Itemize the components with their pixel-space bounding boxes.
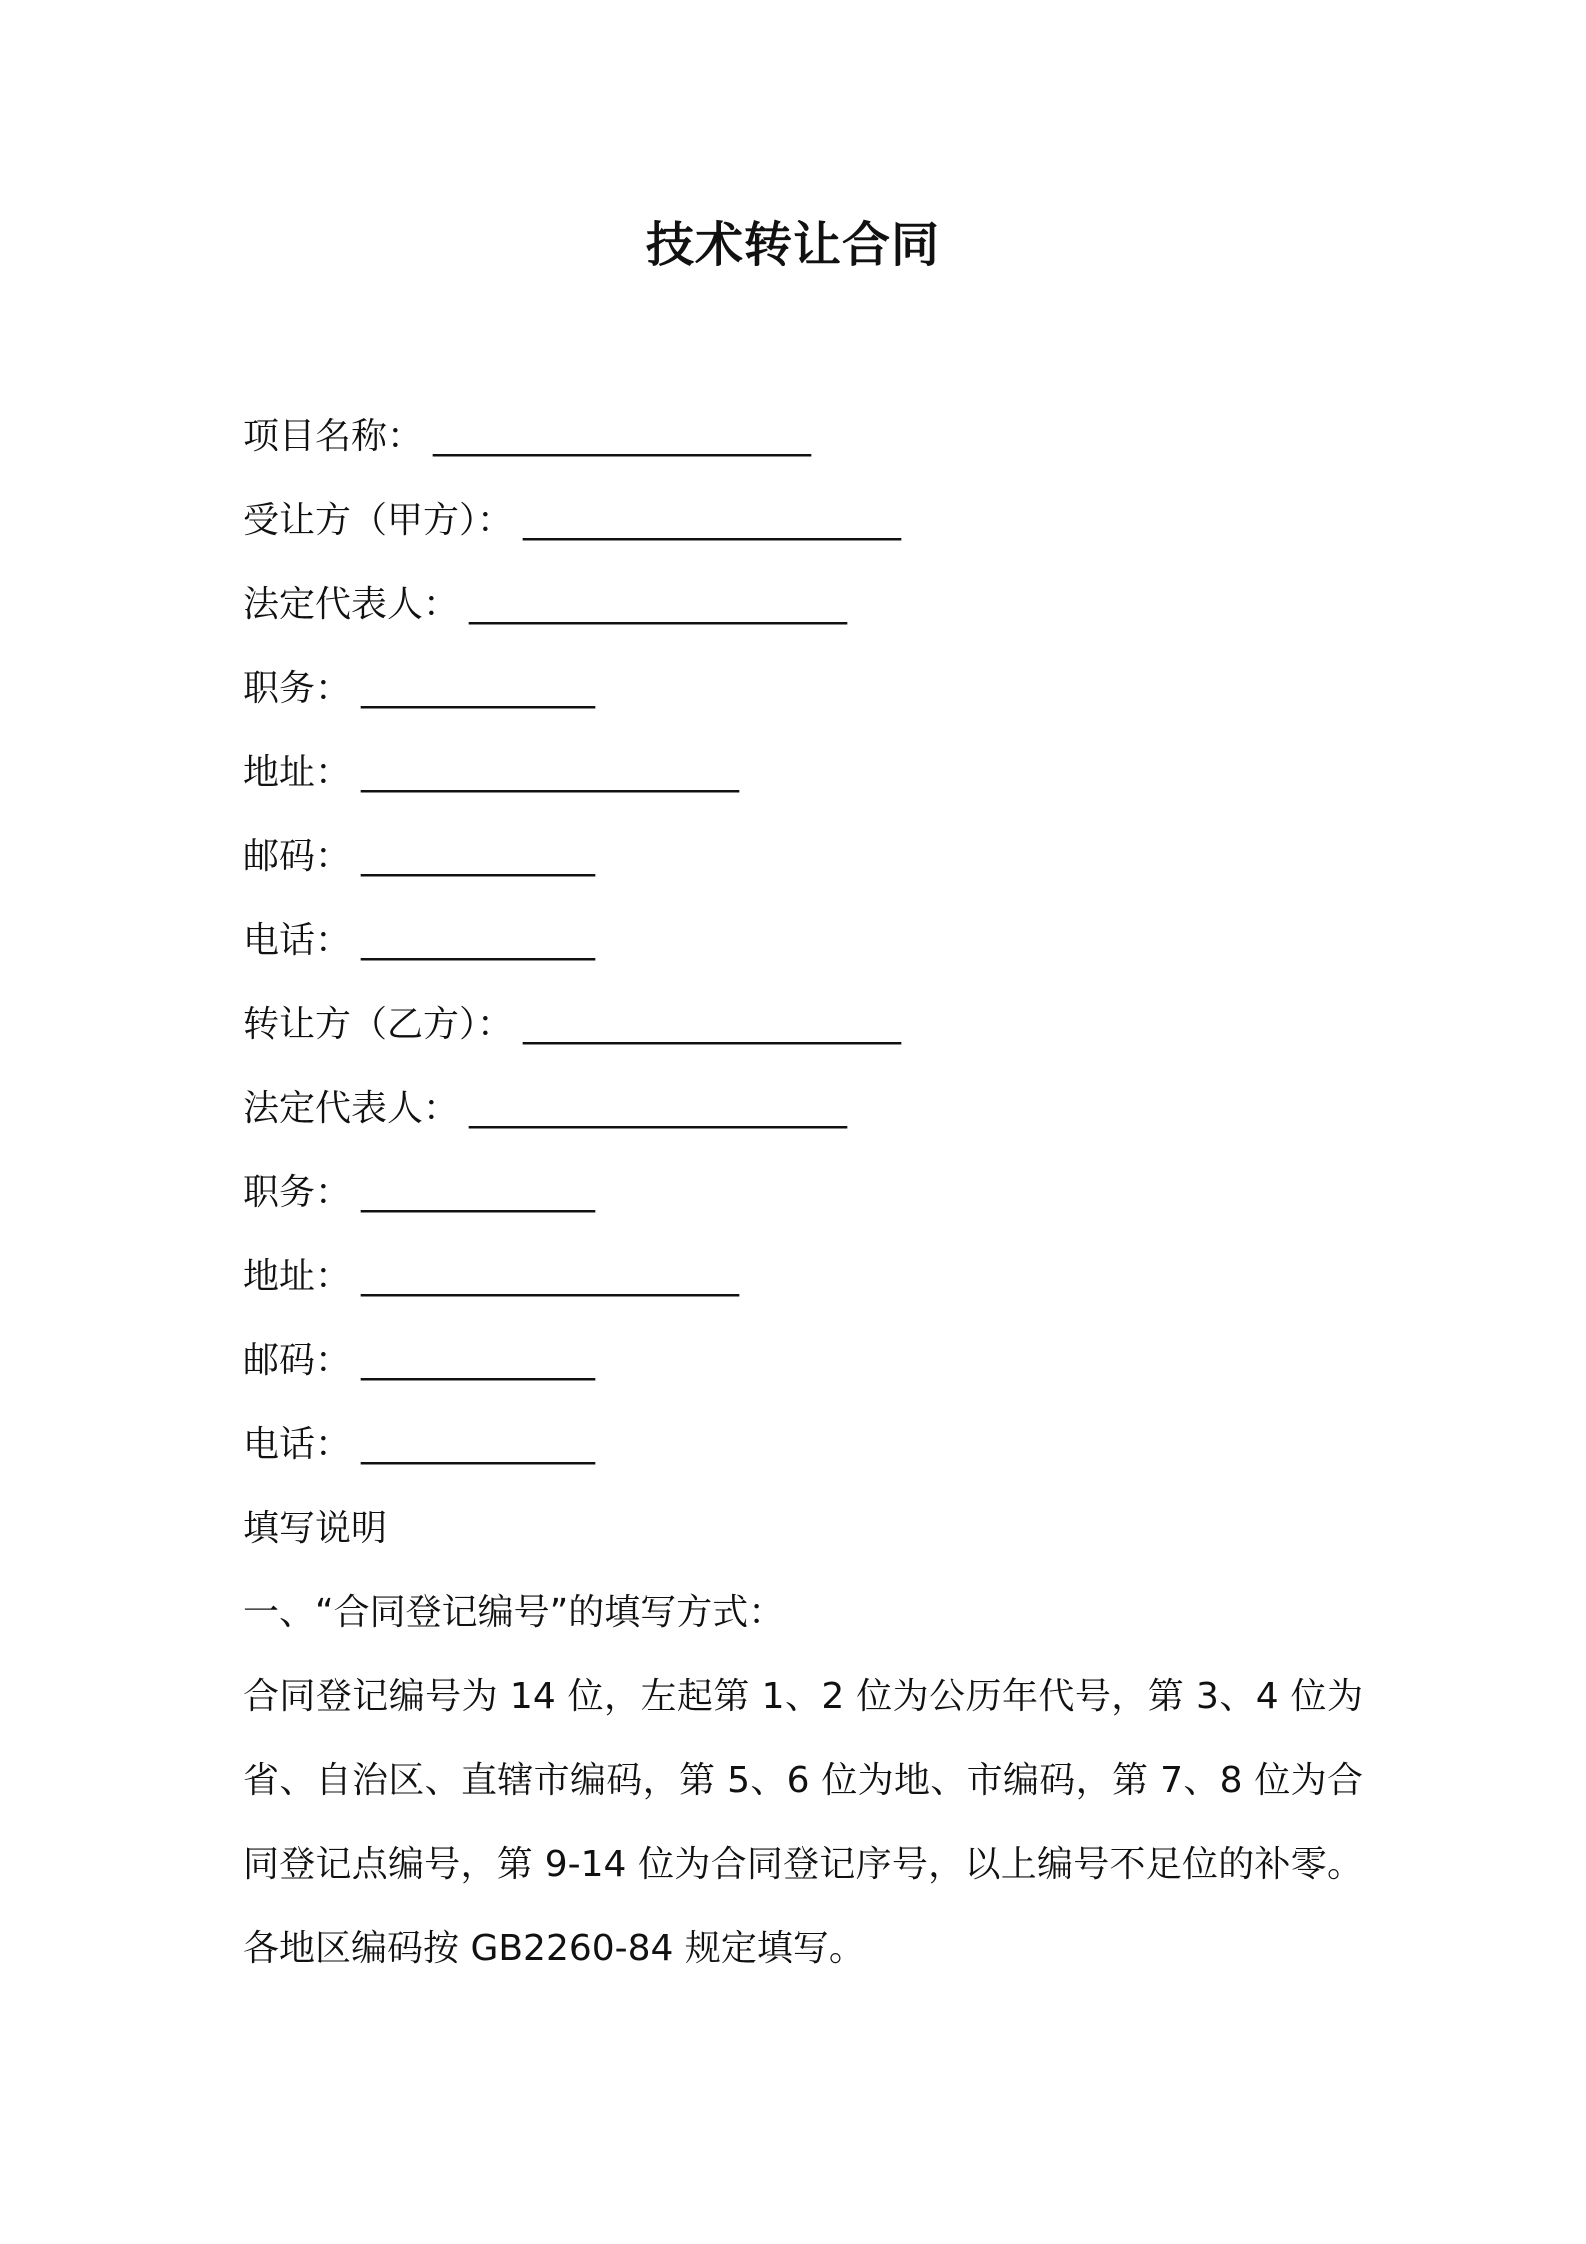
instructions-paragraph: 合同登记编号为 14 位，左起第 1、2 位为公历年代号，第 3、4 位为省、自治区、直辖市编码，第 5、6 位为地、市编码，第 7、8 位为合同登记点编号，第 9-14 位为合同登记序号，以上编号不足位的补零。各地区编码按 GB2260-84 规定填写。 <box>243 1676 1363 1969</box>
field-label: 邮码： <box>243 1340 352 1381</box>
field-party-b-address <box>243 1245 1353 1329</box>
field-party-b-phone <box>243 1413 1353 1497</box>
field-party-a-position <box>243 657 1353 741</box>
field-label: 地址： <box>243 752 352 793</box>
fill-in-blank: _____________ <box>361 1340 596 1381</box>
fill-in-blank: _____________________ <box>361 1256 740 1297</box>
field-party-b-postcode <box>243 1329 1353 1413</box>
field-label: 地址： <box>243 1256 352 1297</box>
field-party-a <box>243 489 1353 573</box>
instructions-subheading: 一、“合同登记编号”的填写方式： <box>243 1592 785 1633</box>
party-info-fields <box>243 405 1353 1497</box>
field-party-b-position <box>243 1161 1353 1245</box>
field-label: 电话： <box>243 920 352 961</box>
fill-in-blank: _____________________ <box>523 500 902 541</box>
fill-in-blank: _____________________ <box>433 416 812 457</box>
fill-in-blank: _____________ <box>361 920 596 961</box>
fill-in-blank: _____________ <box>361 836 596 877</box>
field-label: 法定代表人： <box>243 1088 460 1129</box>
field-party-a-postcode <box>243 825 1353 909</box>
field-label: 转让方（乙方）： <box>243 1004 514 1045</box>
field-party-a-legal-rep <box>243 573 1353 657</box>
field-party-b-legal-rep <box>243 1077 1353 1161</box>
fill-in-blank: _____________________ <box>469 584 848 625</box>
fill-in-blank: _____________ <box>361 1424 596 1465</box>
field-party-a-phone <box>243 909 1353 993</box>
field-label: 项目名称： <box>243 416 424 457</box>
document-title: 技术转让合同 <box>645 217 940 273</box>
fill-in-blank: _____________ <box>361 1172 596 1213</box>
field-label: 职务： <box>243 1172 352 1213</box>
field-label: 受让方（甲方）： <box>243 500 514 541</box>
fill-in-blank: _____________________ <box>469 1088 848 1129</box>
fill-in-blank: _____________ <box>361 668 596 709</box>
field-label: 法定代表人： <box>243 584 460 625</box>
field-label: 电话： <box>243 1424 352 1465</box>
field-party-b <box>243 993 1353 1077</box>
field-project-name <box>243 405 1353 489</box>
instructions-section <box>243 1497 1363 1991</box>
instructions-heading: 填写说明 <box>243 1508 388 1549</box>
fill-in-blank: _____________________ <box>361 752 740 793</box>
fill-in-blank: _____________________ <box>523 1004 902 1045</box>
field-label: 邮码： <box>243 836 352 877</box>
field-label: 职务： <box>243 668 352 709</box>
field-party-a-address <box>243 741 1353 825</box>
